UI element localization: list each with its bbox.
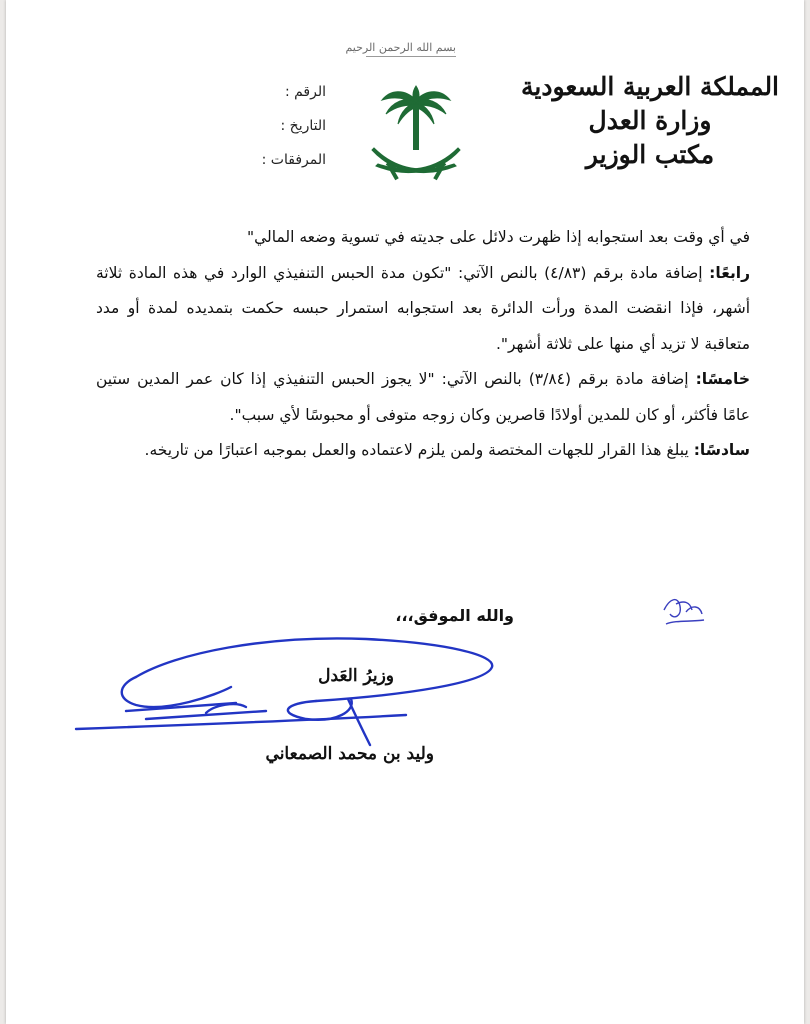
letterhead [520,70,780,172]
handwritten-initial-icon [656,590,711,635]
article-sixth [96,433,750,469]
attachments-label: المرفقات : [261,152,326,168]
basmala: بسم الله الرحمن الرحيم [366,40,456,57]
emblem-icon [366,78,466,188]
closing-phrase: والله الموفق،،، [395,606,514,625]
article-fourth-text: إضافة مادة برقم (٤/٨٣) بالنص الآتي: "تكون مدة الحبس التنفيذي الوارد في هذه المادة ثلاثة أشهر، فإذا انقضت المدة ورأت الدائرة بعد استجوابه استمرار حبسه حكمت بتمديده لمدة أو مدد متعاقبة لا تزيد أي منها على ثلاثة أشهر". [96,263,750,353]
minister-title: وزيرُ العَدل [318,666,394,686]
article-fifth [96,362,750,433]
document-body [96,220,750,469]
article-fourth-lead: رابعًا: [709,263,750,282]
office-name: مكتب الوزير [585,140,715,169]
article-fourth [96,256,750,363]
continuation-paragraph: في أي وقت بعد استجوابه إذا ظهرت دلائل على جديته في تسوية وضعه المالي" [246,228,750,246]
ministry-name: وزارة العدل [588,106,712,135]
handwritten-signature-icon [66,625,506,755]
date-label: التاريخ : [280,118,326,134]
reference-fields [206,82,326,184]
minister-name: وليد بن محمد الصمعاني [265,744,434,764]
article-sixth-lead: سادسًا: [693,441,750,459]
article-fifth-text: إضافة مادة برقم (٣/٨٤) بالنص الآتي: "لا يجوز الحبس التنفيذي إذا كان عمر المدين ستين عامًا فأكثر، أو كان للمدين أولادًا قاصرين وكان زوجه متوفى أو محبوسًا لأي سبب". [96,370,750,424]
article-fifth-lead: خامسًا: [695,370,750,388]
document-page [6,0,804,1024]
kingdom-name: المملكة العربية السعودية [520,72,780,101]
article-sixth-text: يبلغ هذا القرار للجهات المختصة ولمن يلزم لاعتماده والعمل بموجبه اعتبارًا من تاريخه. [144,441,694,459]
number-label: الرقم : [284,84,326,100]
